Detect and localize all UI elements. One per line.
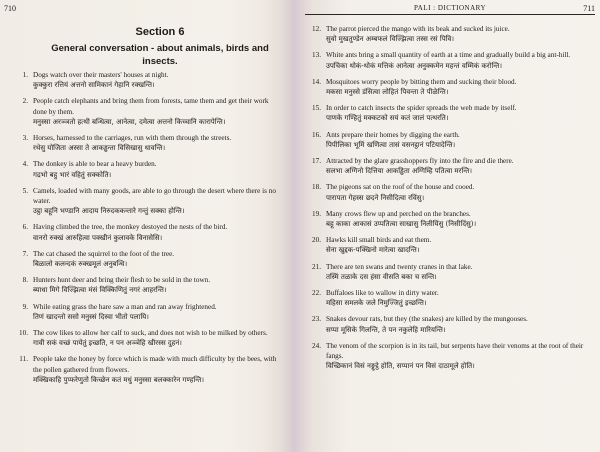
page-number-right: 711 — [583, 4, 595, 13]
entry-7 — [12, 249, 282, 269]
right-page — [305, 0, 600, 452]
left-entries — [12, 70, 282, 391]
entry-number: 19. — [312, 209, 321, 218]
pali-sentence: गावी सकं वच्छं पायेतुं इच्छति, न पन अञ्ञेहि खीरस्स दुहनं। — [33, 339, 182, 348]
entry-21 — [305, 262, 595, 282]
entry-1 — [12, 70, 282, 90]
english-sentence: Camels, loaded with many goods, are able to go through the desert where there is no water. — [33, 186, 276, 206]
english-sentence: The cat chased the squirrel to the foot of the tree. — [33, 249, 175, 258]
entry-3 — [12, 133, 282, 153]
entry-23 — [305, 314, 595, 334]
entry-19 — [305, 209, 595, 229]
english-sentence: Horses, harnessed to the carriages, run with them through the streets. — [33, 134, 232, 143]
entry-number: 16. — [312, 130, 321, 139]
entry-number: 23. — [312, 315, 321, 324]
pali-sentence: तिणं खादन्तो ससो मनुस्सं दिस्वा भीतो पलायि। — [33, 312, 149, 321]
english-sentence: Hunters hunt deer and bring their flesh to be sold in the town. — [33, 276, 211, 285]
pali-sentence: महिसा समलके जले निमुज्जितुं इच्छन्ति। — [326, 299, 427, 308]
entry-number: 10. — [19, 329, 28, 338]
pali-sentence: विच्छिकानं विसं नङ्गुट्ठे होति, सप्पानं पन विसं दाठामूले होति। — [326, 362, 475, 371]
entry-13 — [305, 50, 595, 70]
english-sentence: There are ten swans and twenty cranes in that lake. — [326, 262, 473, 271]
entry-number: 17. — [312, 157, 321, 166]
entry-number: 11. — [19, 355, 28, 364]
pali-sentence: पारापता गेहस्स छदने निसीदित्वा रविंसु। — [326, 193, 425, 202]
pali-sentence: बहू काका आकासं उप्पतित्वा साखासु निलीयिंसु (निसीदिंसु)। — [326, 220, 477, 229]
pali-sentence: रथेसु योजिता अस्सा ते आकड्ढन्ता विसिखासु धावन्ति। — [33, 144, 166, 153]
entry-number: 21. — [312, 262, 321, 271]
entry-22 — [305, 288, 595, 308]
pali-sentence: उट्ठा बहूनि भण्डानि आदाय निरुदककन्तारे गन्तुं सक्का होन्ति। — [33, 207, 185, 216]
pali-sentence: ब्याधा मिगे विज्झित्वा मंसं विक्किणितुं नगरं आहरन्ति। — [33, 286, 167, 295]
pali-sentence: मनुस्सा अरञ्ञतो हत्थी बन्धित्वा, आनेत्वा, दमेत्वा अत्तनो किच्चानि कारापेन्ति। — [33, 117, 226, 126]
entry-11 — [12, 354, 282, 385]
entry-number: 15. — [312, 104, 321, 113]
pali-sentence: सप्पा मूसिके गिलन्ति, ते पन नकुलेहि मारियन्ति। — [326, 325, 446, 334]
entry-8 — [12, 275, 282, 295]
entry-24 — [305, 341, 595, 372]
pali-sentence: पाणके गण्हितुं मक्कटको सयं कतं जालं पत्थरति। — [326, 114, 449, 123]
english-sentence: In order to catch insects the spider spreads the web made by itself. — [326, 104, 517, 113]
pali-sentence: कुक्कुरा रत्तियं अत्तनो सामिकानं गेहानि रक्खन्ति। — [33, 81, 155, 90]
pali-sentence: तस्मिं तळाके दस हंसा वीसति बका च सन्ति। — [326, 272, 437, 281]
left-page — [0, 0, 292, 452]
entry-number: 5. — [22, 186, 28, 195]
english-sentence: Having climbed the tree, the monkey destoyed the nests of the bird. — [33, 223, 228, 232]
english-sentence: The parrot pierced the mango with its beak and sucked its juice. — [326, 25, 510, 33]
english-sentence: The donkey is able to bear a heavy burden. — [33, 160, 157, 169]
page-number-left: 710 — [4, 4, 16, 13]
entry-10 — [12, 328, 282, 348]
pali-sentence: सलभा अग्गिनो दित्तिया आकड्ढिता अग्गिम्हि पतित्वा मरन्ति। — [326, 167, 473, 176]
entry-number: 12. — [312, 25, 321, 33]
pali-sentence: गद्रभो बहु भारं वहितुं सक्कोति। — [33, 170, 112, 179]
pali-sentence: सेना खुद्दक-पक्खिनो मारेत्वा खादन्ति। — [326, 246, 420, 255]
entry-9 — [12, 302, 282, 322]
entry-12 — [305, 24, 595, 44]
entry-17 — [305, 156, 595, 176]
entry-number: 14. — [312, 77, 321, 86]
entry-number: 20. — [312, 236, 321, 245]
english-sentence: Snakes devour rats, but they (the snakes) are killed by the mungooses. — [326, 315, 528, 324]
english-sentence: Ants prepare their homes by digging the earth. — [326, 130, 460, 139]
english-sentence: The cow likes to allow her calf to suck, and does not wish to be milked by others. — [33, 329, 268, 338]
english-sentence: White ants bring a small quantity of earth at a time and gradually build a big ant-hill. — [326, 51, 571, 60]
right-entries — [305, 24, 595, 377]
entry-16 — [305, 130, 595, 150]
pali-sentence: बिळालो कलन्दकं रुक्खमूलं अनुबन्धि। — [33, 260, 128, 269]
section-subtitle: General conversation - about animals, birds and insects. — [51, 43, 269, 67]
entry-number: 18. — [312, 183, 321, 192]
english-sentence: The venom of the scorpion is in its tail, but serpents have their venoms at the root of their fangs. — [326, 341, 584, 361]
entry-number: 9. — [22, 302, 28, 311]
entry-18 — [305, 182, 595, 202]
english-sentence: Attracted by the glare grasshoppers fly into the fire and die there. — [326, 157, 514, 166]
english-sentence: Buffaloes like to wallow in dirty water. — [326, 289, 439, 298]
entry-6 — [12, 222, 282, 242]
entry-number: 4. — [22, 160, 28, 169]
pali-sentence: मक्खिकाहि पुप्फरेणुतो किच्छेन कतं मधुं मनुस्सा बलक्कारेन गण्हन्ति। — [33, 375, 205, 384]
entry-number: 24. — [312, 341, 321, 350]
pali-sentence: मकसा मनुस्से डंसित्वा लोहितं पिवन्ता ते पीळेन्ति। — [326, 88, 449, 97]
english-sentence: People catch elephants and bring them from forests, tame them and get their work done by them. — [33, 97, 269, 116]
english-sentence: People take the honey by force which is made with much difficulty by the bees, with the pollen gathered from flowers. — [33, 355, 277, 374]
entry-number: 2. — [22, 97, 28, 106]
english-sentence: Mosquitoes worry people by bitting them and sucking their blood. — [326, 77, 517, 86]
pali-sentence: उपचिका थोकं-थोकं मत्तिकं आनेत्वा अनुक्कमेन महन्तं वम्मिकं करोन्ति। — [326, 61, 503, 70]
english-sentence: While eating grass the hare saw a man and ran away frightened. — [33, 302, 217, 311]
entry-4 — [12, 159, 282, 179]
entry-number: 3. — [22, 134, 28, 143]
entry-number: 22. — [312, 289, 321, 298]
entry-15 — [305, 103, 595, 123]
entry-number: 8. — [22, 276, 28, 285]
section-title: Section 6 — [135, 26, 185, 38]
english-sentence: Dogs watch over their masters' houses at night. — [33, 71, 169, 79]
english-sentence: Many crows flew up and perched on the branches. — [326, 209, 471, 218]
pali-sentence: सुवो मुखतुण्डेन अम्बफलं विज्झित्वा तस्स रसं पिवि। — [326, 35, 455, 44]
english-sentence: Hawks kill small birds and eat them. — [326, 236, 432, 245]
header-rule — [305, 14, 595, 15]
entry-number: 6. — [22, 223, 28, 232]
entry-number: 13. — [312, 51, 321, 60]
entry-5 — [12, 186, 282, 217]
pali-sentence: वानरो रुक्खं आरुहित्वा पक्खीनं कुलावके विनासेसि। — [33, 233, 163, 242]
pali-sentence: पिपीलिका भूमिं खणित्वा तासं वसनट्ठानं पटियादेन्ति। — [326, 140, 456, 149]
entry-number: 7. — [22, 249, 28, 258]
running-head: PALI : DICTIONARY — [413, 4, 487, 12]
entry-2 — [12, 96, 282, 127]
english-sentence: The pigeons sat on the roof of the house and cooed. — [326, 183, 475, 192]
entry-14 — [305, 77, 595, 97]
entry-number: 1. — [22, 71, 28, 79]
entry-20 — [305, 235, 595, 255]
